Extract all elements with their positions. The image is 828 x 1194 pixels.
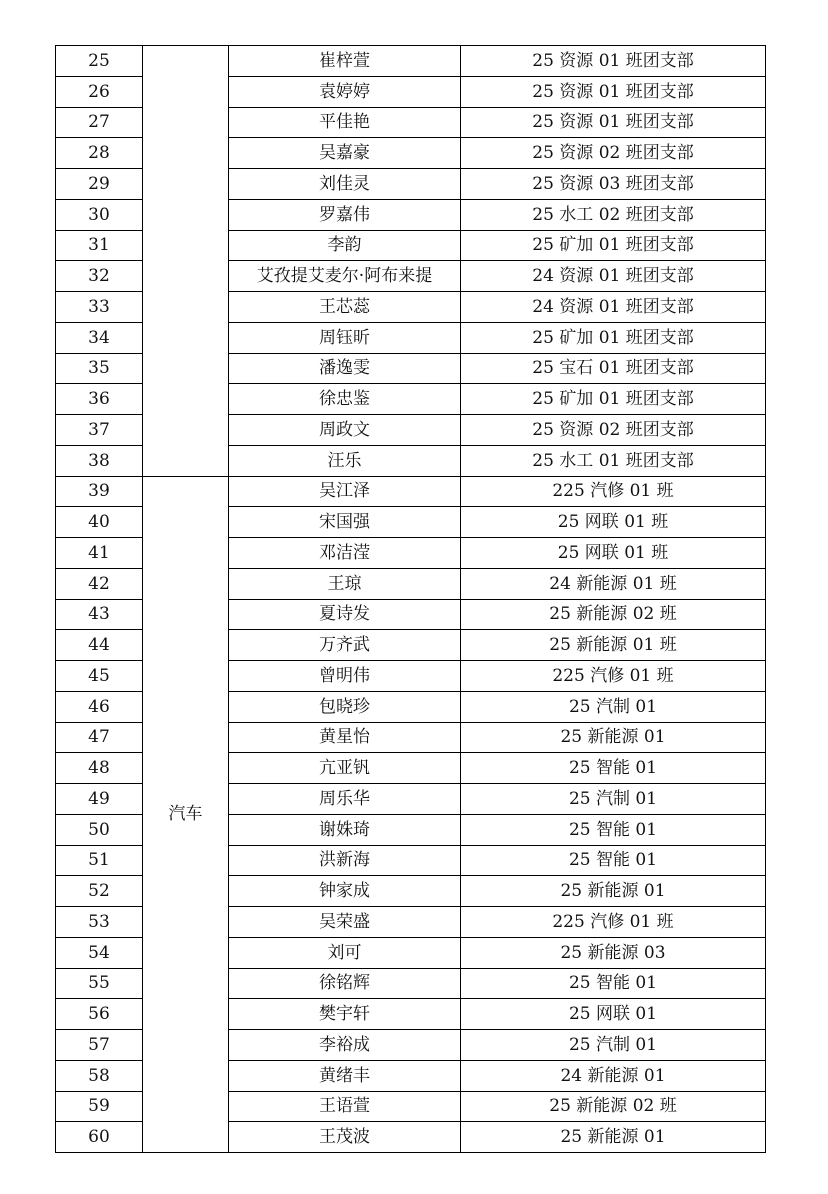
row-number-cell: 50 [56,814,143,845]
student-name-cell: 刘可 [229,937,461,968]
row-number-cell: 53 [56,907,143,938]
roster-table-body [56,46,766,1153]
class-branch-cell: 25 资源 01 班团支部 [461,107,766,138]
student-name-cell: 宋国强 [229,507,461,538]
student-name-cell: 亢亚钒 [229,753,461,784]
student-name-cell: 潘逸雯 [229,353,461,384]
row-number-cell: 55 [56,968,143,999]
student-name-cell: 李韵 [229,230,461,261]
class-branch-cell: 25 新能源 03 [461,937,766,968]
student-name-cell: 王茂波 [229,1122,461,1153]
row-number-cell: 52 [56,876,143,907]
student-name-cell: 平佳艳 [229,107,461,138]
row-number-cell: 59 [56,1091,143,1122]
student-name-cell: 黄绪丰 [229,1060,461,1091]
class-branch-cell: 25 资源 02 班团支部 [461,138,766,169]
student-name-cell: 王琼 [229,568,461,599]
student-name-cell: 周钰昕 [229,322,461,353]
class-branch-cell: 25 资源 01 班团支部 [461,76,766,107]
class-branch-cell: 25 新能源 01 [461,876,766,907]
student-name-cell: 周政文 [229,415,461,446]
row-number-cell: 33 [56,292,143,323]
row-number-cell: 29 [56,169,143,200]
class-branch-cell: 25 矿加 01 班团支部 [461,230,766,261]
class-branch-cell: 25 新能源 01 [461,722,766,753]
student-name-cell: 王芯蕊 [229,292,461,323]
student-name-cell: 周乐华 [229,784,461,815]
class-branch-cell: 25 资源 02 班团支部 [461,415,766,446]
student-name-cell: 曾明伟 [229,661,461,692]
class-branch-cell: 25 新能源 01 [461,1122,766,1153]
class-branch-cell: 24 新能源 01 [461,1060,766,1091]
student-name-cell: 邓洁滢 [229,538,461,569]
row-number-cell: 47 [56,722,143,753]
row-number-cell: 57 [56,1030,143,1061]
class-branch-cell: 25 汽制 01 [461,691,766,722]
class-branch-cell: 25 网联 01 班 [461,507,766,538]
student-name-cell: 吴嘉豪 [229,138,461,169]
class-branch-cell: 24 资源 01 班团支部 [461,292,766,323]
class-branch-cell: 25 汽制 01 [461,784,766,815]
class-branch-cell: 25 网联 01 班 [461,538,766,569]
class-branch-cell: 25 网联 01 [461,999,766,1030]
row-number-cell: 49 [56,784,143,815]
class-branch-cell: 25 水工 02 班团支部 [461,199,766,230]
row-number-cell: 60 [56,1122,143,1153]
student-name-cell: 吴江泽 [229,476,461,507]
student-name-cell: 夏诗发 [229,599,461,630]
class-branch-cell: 25 智能 01 [461,753,766,784]
row-number-cell: 51 [56,845,143,876]
row-number-cell: 43 [56,599,143,630]
department-cell: 汽车 [143,476,229,1153]
student-name-cell: 钟家成 [229,876,461,907]
row-number-cell: 28 [56,138,143,169]
row-number-cell: 37 [56,415,143,446]
row-number-cell: 45 [56,661,143,692]
student-name-cell: 袁婷婷 [229,76,461,107]
row-number-cell: 35 [56,353,143,384]
row-number-cell: 44 [56,630,143,661]
class-branch-cell: 25 宝石 01 班团支部 [461,353,766,384]
student-name-cell: 徐忠鉴 [229,384,461,415]
class-branch-cell: 25 新能源 02 班 [461,1091,766,1122]
row-number-cell: 46 [56,691,143,722]
row-number-cell: 56 [56,999,143,1030]
class-branch-cell: 25 汽制 01 [461,1030,766,1061]
class-branch-cell: 25 新能源 01 班 [461,630,766,661]
class-branch-cell: 25 资源 01 班团支部 [461,46,766,77]
student-name-cell: 崔梓萱 [229,46,461,77]
class-branch-cell: 25 资源 03 班团支部 [461,169,766,200]
student-name-cell: 万齐武 [229,630,461,661]
student-name-cell: 艾孜提艾麦尔·阿布来提 [229,261,461,292]
row-number-cell: 32 [56,261,143,292]
student-name-cell: 洪新海 [229,845,461,876]
class-branch-cell: 25 智能 01 [461,814,766,845]
class-branch-cell: 24 资源 01 班团支部 [461,261,766,292]
class-branch-cell: 24 新能源 01 班 [461,568,766,599]
row-number-cell: 26 [56,76,143,107]
class-branch-cell: 225 汽修 01 班 [461,476,766,507]
department-cell [143,46,229,477]
student-name-cell: 刘佳灵 [229,169,461,200]
row-number-cell: 48 [56,753,143,784]
student-name-cell: 汪乐 [229,445,461,476]
student-name-cell: 樊宇轩 [229,999,461,1030]
class-branch-cell: 25 新能源 02 班 [461,599,766,630]
student-name-cell: 王语萱 [229,1091,461,1122]
student-name-cell: 包晓珍 [229,691,461,722]
class-branch-cell: 25 智能 01 [461,845,766,876]
student-name-cell: 李裕成 [229,1030,461,1061]
table-row [56,476,766,507]
row-number-cell: 34 [56,322,143,353]
class-branch-cell: 25 矿加 01 班团支部 [461,322,766,353]
class-branch-cell: 225 汽修 01 班 [461,661,766,692]
student-name-cell: 罗嘉伟 [229,199,461,230]
row-number-cell: 38 [56,445,143,476]
class-branch-cell: 25 矿加 01 班团支部 [461,384,766,415]
row-number-cell: 41 [56,538,143,569]
row-number-cell: 42 [56,568,143,599]
student-name-cell: 徐铭辉 [229,968,461,999]
row-number-cell: 58 [56,1060,143,1091]
row-number-cell: 30 [56,199,143,230]
class-branch-cell: 25 智能 01 [461,968,766,999]
class-branch-cell: 25 水工 01 班团支部 [461,445,766,476]
row-number-cell: 54 [56,937,143,968]
table-row [56,46,766,77]
row-number-cell: 27 [56,107,143,138]
class-branch-cell: 225 汽修 01 班 [461,907,766,938]
student-name-cell: 吴荣盛 [229,907,461,938]
roster-table [55,45,766,1153]
student-name-cell: 谢姝琦 [229,814,461,845]
student-name-cell: 黄星怡 [229,722,461,753]
row-number-cell: 31 [56,230,143,261]
row-number-cell: 39 [56,476,143,507]
row-number-cell: 40 [56,507,143,538]
row-number-cell: 36 [56,384,143,415]
row-number-cell: 25 [56,46,143,77]
